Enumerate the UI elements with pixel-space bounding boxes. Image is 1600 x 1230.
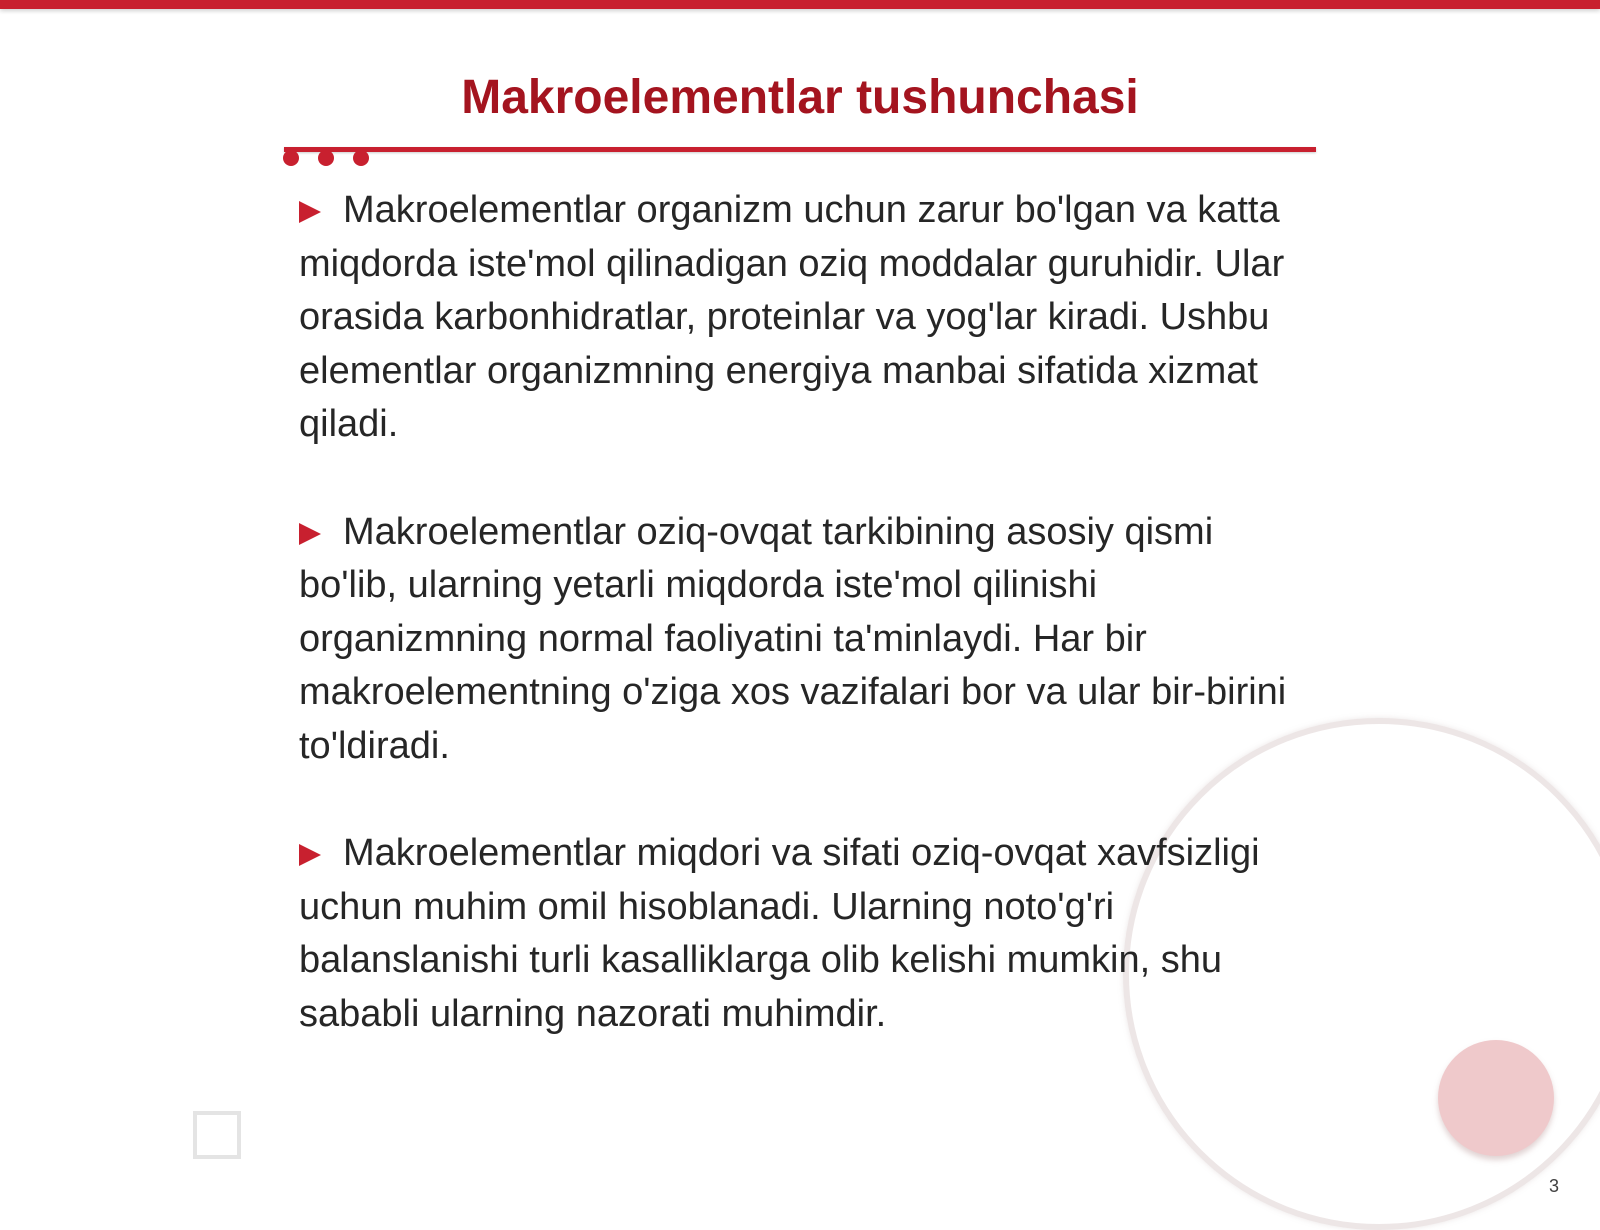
decorative-circle (1438, 1040, 1554, 1156)
paragraph-text: Makroelementlar miqdori va sifati oziq-ovqat xavfsizligi uchun muhim omil hisoblanadi. Ularning noto'g'ri balanslanishi turli kasalliklarga olib kelishi mumkin, shu sababli ularning nazorati muhimdir. (299, 832, 1260, 1035)
triangle-bullet-icon (299, 523, 321, 545)
paragraph-text: Makroelementlar oziq-ovqat tarkibining asosiy qismi bo'lib, ularning yetarli miqdorda iste'mol qilinishi organizmning normal faoliyatini ta'minlaydi. Har bir makroelementning o'ziga xos vazifalari bor va ular bir-birini to'ldiradi. (299, 510, 1287, 767)
bullet-paragraph-2 (299, 506, 1309, 774)
title-dot-1 (283, 150, 299, 166)
paragraph-text: Makroelementlar organizm uchun zarur bo'lgan va katta miqdorda iste'mol qilinadigan oziq moddalar guruhidir. Ular orasida karbonhidratlar, proteinlar va yog'lar kiradi. Ushbu elementlar organizmning energiya manbai sifatida xizmat qiladi. (299, 189, 1285, 445)
title-dot-2 (318, 150, 334, 166)
triangle-bullet-icon (299, 201, 321, 223)
page-number: 3 (1549, 1176, 1560, 1196)
triangle-bullet-icon (299, 844, 321, 866)
slide-body (299, 184, 1309, 1095)
top-accent-bar (0, 0, 1600, 9)
bullet-paragraph-1 (299, 184, 1309, 452)
decorative-square (193, 1111, 241, 1159)
slide-title: Makroelementlar tushunchasi (461, 71, 1139, 124)
title-underline (284, 147, 1316, 152)
bullet-paragraph-3 (299, 827, 1309, 1041)
title-dot-3 (353, 150, 369, 166)
